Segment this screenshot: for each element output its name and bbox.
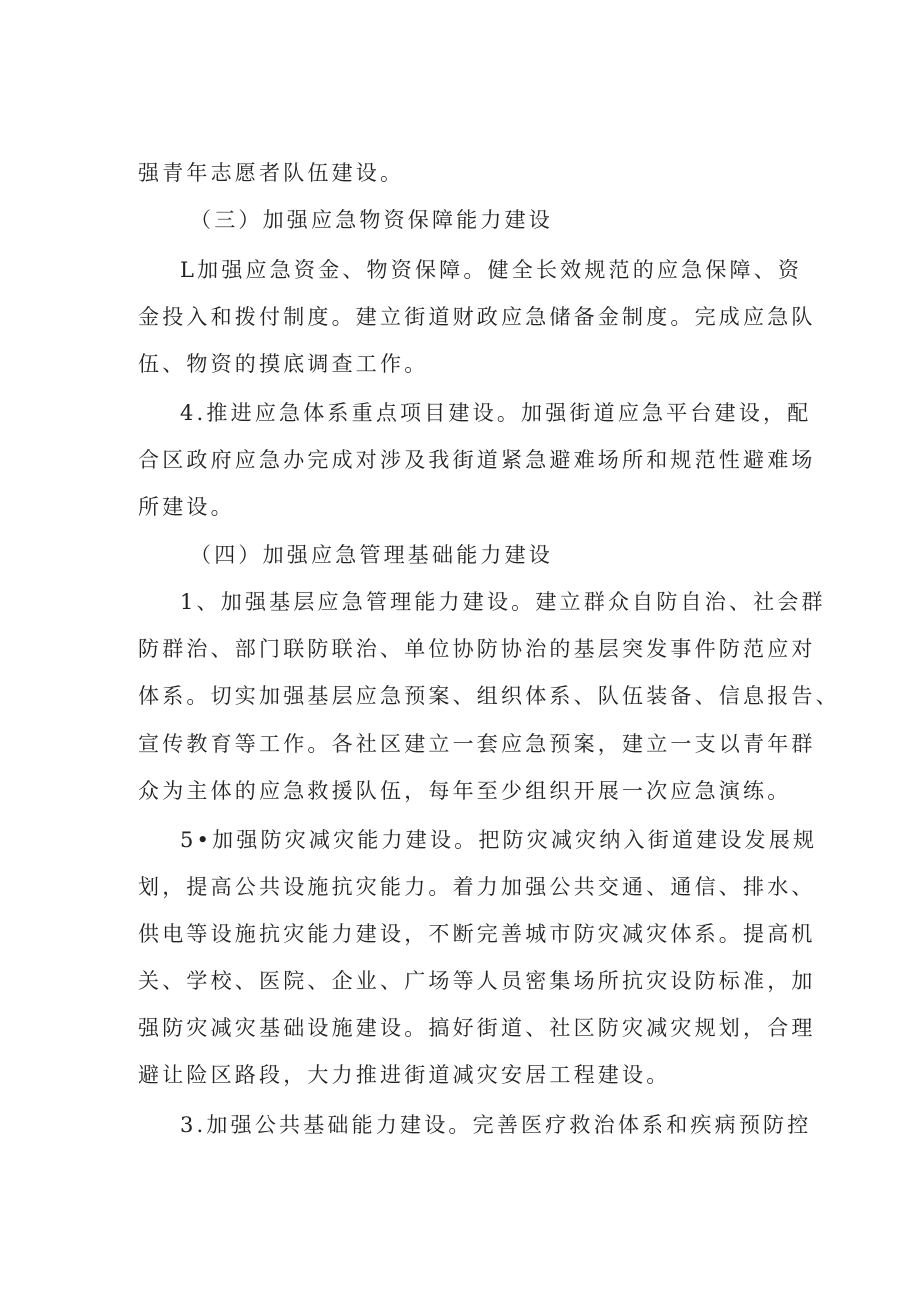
paragraph-first-line: L加强应急资金、物资保障。健全长效规范的应急保障、资 xyxy=(180,258,803,282)
paragraph-first-line: 1、加强基层应急管理能力建设。建立群众自防自治、社会群 xyxy=(180,590,826,614)
paragraph-first-line: 4.推进应急体系重点项目建设。加强街道应急平台建设，配 xyxy=(180,401,812,425)
section-heading: （三）加强应急物资保障能力建设 xyxy=(190,208,553,232)
text-line: 关、学校、医院、企业、广场等人员密集场所抗灾设防标准，加 xyxy=(138,969,816,993)
text-line: 划，提高公共设施抗灾能力。着力加强公共交通、通信、排水、 xyxy=(138,875,816,899)
text-line: 避让险区路段，大力推进街道减灾安居工程建设。 xyxy=(138,1063,671,1087)
text-line: 供电等设施抗灾能力建设，不断完善城市防灾减灾体系。提高机 xyxy=(138,922,816,946)
text-line: 所建设。 xyxy=(138,495,235,519)
text-line: 体系。切实加强基层应急预案、组织体系、队伍装备、信息报告、 xyxy=(138,684,840,708)
text-line: 伍、物资的摸底调查工作。 xyxy=(138,352,429,376)
text-line: 强防灾减灾基础设施建设。搞好街道、社区防灾减灾规划，合理 xyxy=(138,1016,816,1040)
section-heading: （四）加强应急管理基础能力建设 xyxy=(190,543,553,567)
text-line: 金投入和拨付制度。建立街道财政应急储备金制度。完成应急队 xyxy=(138,305,816,329)
text-line: 防群治、部门联防联治、单位协防协治的基层突发事件防范应对 xyxy=(138,637,816,661)
paragraph-first-line: 3.加强公共基础能力建设。完善医疗救治体系和疾病预防控 xyxy=(180,1113,812,1137)
text-line: 宣传教育等工作。各社区建立一套应急预案，建立一支以青年群 xyxy=(138,732,816,756)
text-line: 众为主体的应急救援队伍，每年至少组织开展一次应急演练。 xyxy=(138,779,792,803)
text-line: 合区政府应急办完成对涉及我街道紧急避难场所和规范性避难场 xyxy=(138,448,816,472)
paragraph-first-line: 5•加强防灾减灾能力建设。把防灾减灾纳入街道建设发展规 xyxy=(180,828,818,852)
text-line: 强青年志愿者队伍建设。 xyxy=(138,161,405,185)
